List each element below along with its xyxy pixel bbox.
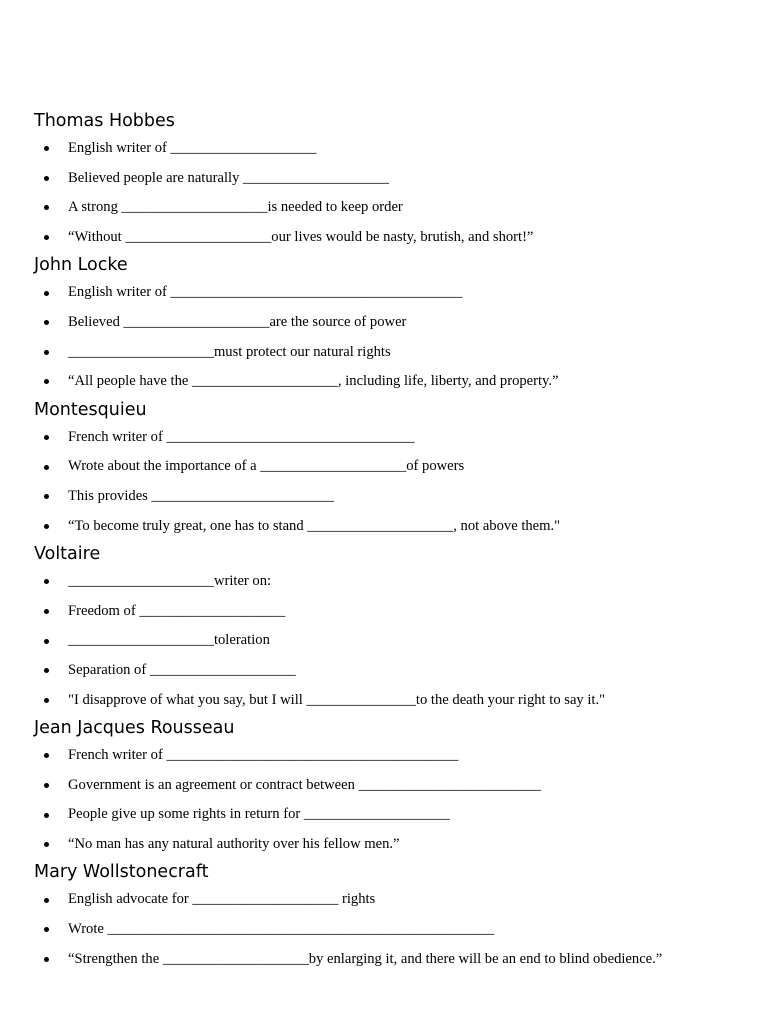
list-item bbox=[0, 915, 768, 945]
section-heading: Voltaire bbox=[34, 544, 101, 565]
list-item-text: “Without ____________________our lives would be nasty, brutish, and short!” bbox=[68, 228, 534, 245]
bullet-icon bbox=[44, 146, 49, 151]
section-john-locke bbox=[0, 252, 768, 396]
section-voltaire bbox=[0, 541, 768, 715]
list-item-text: Believed people are naturally ____________________ bbox=[68, 169, 389, 186]
list-item-text: Government is an agreement or contract between _________________________ bbox=[68, 776, 541, 793]
bullet-icon bbox=[44, 813, 49, 818]
bullet-icon bbox=[44, 465, 49, 470]
list-item bbox=[0, 656, 768, 686]
bullet-icon bbox=[44, 698, 49, 703]
list-item bbox=[0, 193, 768, 223]
list-item bbox=[0, 567, 768, 597]
bullet-icon bbox=[44, 291, 49, 296]
list-item-text: Wrote _____________________________________________________ bbox=[68, 921, 495, 938]
section-heading: John Locke bbox=[34, 255, 128, 276]
list-item bbox=[0, 164, 768, 194]
list-item bbox=[0, 741, 768, 771]
list-item bbox=[0, 338, 768, 368]
bullet-icon bbox=[44, 609, 49, 614]
bullet-icon bbox=[44, 494, 49, 499]
list-item-text: Freedom of ____________________ bbox=[68, 602, 286, 619]
worksheet-page bbox=[0, 108, 768, 974]
bullet-icon bbox=[44, 320, 49, 325]
list-item-text: French writer of ________________________________________ bbox=[68, 747, 459, 764]
list-item-text: “No man has any natural authority over his fellow men.” bbox=[68, 835, 400, 852]
list-item bbox=[0, 686, 768, 716]
bullet-list bbox=[0, 134, 768, 252]
list-item-text: This provides _________________________ bbox=[68, 487, 334, 504]
bullet-icon bbox=[44, 350, 49, 355]
list-item-text: Wrote about the importance of a ____________________of powers bbox=[68, 458, 465, 475]
list-item bbox=[0, 597, 768, 627]
list-item-text: “To become truly great, one has to stand ____________________, not above them." bbox=[68, 517, 561, 534]
list-item bbox=[0, 223, 768, 253]
list-item-text: English writer of ____________________ bbox=[68, 140, 317, 156]
list-item-text: People give up some rights in return for ____________________ bbox=[68, 806, 450, 823]
list-item bbox=[0, 367, 768, 397]
section-heading: Thomas Hobbes bbox=[34, 111, 175, 131]
list-item bbox=[0, 800, 768, 830]
list-item bbox=[0, 278, 768, 308]
section-mary-wollstonecraft bbox=[0, 859, 768, 974]
bullet-icon bbox=[44, 205, 49, 210]
list-item bbox=[0, 452, 768, 482]
bullet-list bbox=[0, 567, 768, 715]
bullet-icon bbox=[44, 176, 49, 181]
bullet-list bbox=[0, 885, 768, 974]
list-item-text: A strong ____________________is needed to keep order bbox=[68, 199, 403, 216]
bullet-icon bbox=[44, 639, 49, 644]
bullet-icon bbox=[44, 753, 49, 758]
list-item bbox=[0, 308, 768, 338]
section-montesquieu bbox=[0, 397, 768, 541]
bullet-icon bbox=[44, 842, 49, 847]
list-item bbox=[0, 134, 768, 164]
bullet-icon bbox=[44, 783, 49, 788]
section-heading: Jean Jacques Rousseau bbox=[34, 718, 235, 739]
bullet-list bbox=[0, 278, 768, 396]
section-thomas-hobbes bbox=[0, 108, 768, 252]
section-heading: Montesquieu bbox=[34, 399, 147, 420]
bullet-icon bbox=[44, 379, 49, 384]
bullet-list bbox=[0, 423, 768, 541]
list-item-text: Separation of ____________________ bbox=[68, 661, 296, 678]
list-item bbox=[0, 885, 768, 915]
list-item-text: English writer of ________________________________________ bbox=[68, 284, 463, 301]
bullet-icon bbox=[44, 957, 49, 962]
list-item bbox=[0, 830, 768, 860]
bullet-icon bbox=[44, 579, 49, 584]
bullet-icon bbox=[44, 435, 49, 440]
bullet-icon bbox=[44, 235, 49, 240]
section-heading: Mary Wollstonecraft bbox=[34, 862, 209, 883]
list-item-text: “Strengthen the ____________________by enlarging it, and there will be an end to blind obedience.” bbox=[68, 950, 663, 967]
list-item-text: “All people have the ____________________, including life, liberty, and property.” bbox=[68, 373, 559, 390]
section-jean-jacques-rousseau bbox=[0, 715, 768, 859]
list-item-text: French writer of __________________________________ bbox=[68, 428, 415, 445]
bullet-icon bbox=[44, 898, 49, 903]
list-item-text: "I disapprove of what you say, but I will _______________to the death your right to say it." bbox=[68, 691, 606, 708]
list-item bbox=[0, 626, 768, 656]
bullet-icon bbox=[44, 524, 49, 529]
list-item-text: ____________________must protect our natural rights bbox=[68, 343, 391, 360]
list-item-text: English advocate for ____________________ rights bbox=[68, 891, 376, 908]
bullet-list bbox=[0, 741, 768, 859]
list-item-text: ____________________writer on: bbox=[68, 573, 272, 590]
list-item bbox=[0, 512, 768, 542]
bullet-icon bbox=[44, 927, 49, 932]
list-item bbox=[0, 482, 768, 512]
list-item bbox=[0, 423, 768, 453]
list-item bbox=[0, 771, 768, 801]
list-item bbox=[0, 945, 768, 975]
list-item-text: ____________________toleration bbox=[68, 632, 270, 649]
list-item-text: Believed ____________________are the source of power bbox=[68, 313, 407, 330]
bullet-icon bbox=[44, 668, 49, 673]
